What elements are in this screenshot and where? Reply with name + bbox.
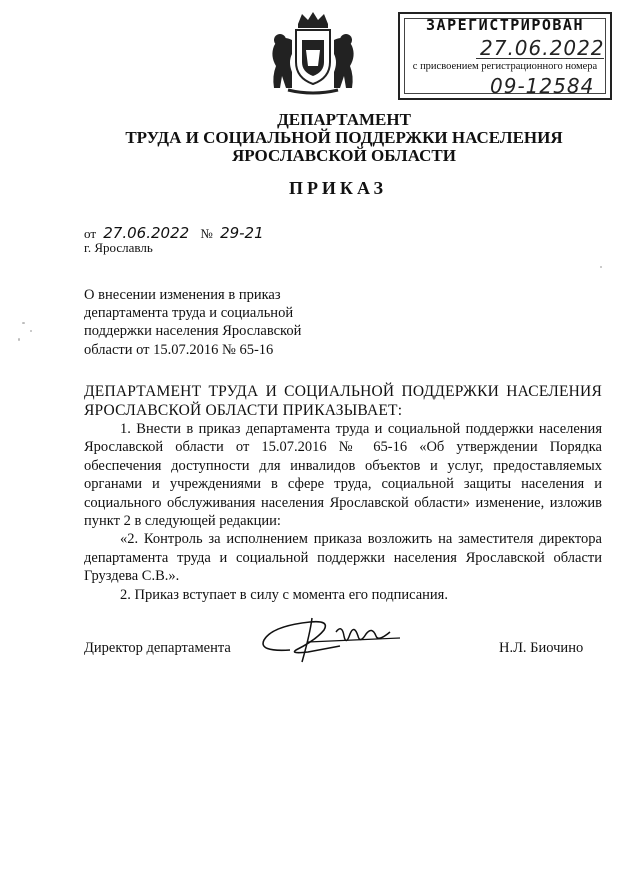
coat-of-arms-emblem — [258, 10, 368, 96]
subject-line: области от 15.07.2016 № 65-16 — [84, 341, 274, 358]
registration-stamp — [398, 12, 612, 100]
subject-line: О внесении изменения в приказ — [84, 287, 281, 303]
order-city: г. Ярославль — [84, 240, 153, 255]
scan-speck — [22, 322, 25, 324]
order-title: ПРИКАЗ — [288, 178, 388, 198]
stamp-title: ЗАРЕГИСТРИРОВАН — [426, 16, 584, 34]
subject-line: поддержки населения Ярославской — [84, 323, 302, 340]
order-date: 27.06.2022 — [103, 224, 190, 242]
subject-line: департамента труда и социальной — [84, 305, 294, 322]
order-preamble: ДЕПАРТАМЕНТ ТРУДА И СОЦИАЛЬНОЙ ПОДДЕРЖКИ НАСЕЛЕНИЯ ЯРОСЛАВСКОЙ ОБЛАСТИ ПРИКАЗЫВАЕТ: — [84, 383, 602, 419]
scan-speck — [600, 266, 602, 268]
department-title-line3: ЯРОСЛАВСКОЙ ОБЛАСТИ — [232, 146, 456, 165]
scan-speck — [18, 338, 20, 341]
order-body — [84, 382, 602, 604]
scan-speck — [30, 330, 32, 332]
number-prefix: № — [200, 226, 213, 241]
order-item-1-quote: «2. Контроль за исполнением приказа возложить на заместителя директора департамента труда и социальной поддержки населения Ярославской области Груздева С.В.». — [84, 531, 602, 585]
order-number: 29-21 — [220, 224, 264, 242]
stamp-registration-number: 09-12584 — [490, 74, 595, 98]
signatory-name: Н.Л. Биочино — [499, 640, 584, 656]
order-subject — [84, 286, 334, 359]
order-item-1: 1. Внести в приказ департамента труда и социальной поддержки населения Ярославской области от 15.07.2016 № 65-16 «Об утверждении Порядка обеспечения доступности для инвалидов объектов и услуг, предоставляемых органами и учреждениями в сфере труда, социальной защиты населения и социального обслуживания населения Ярославской области» изменение, изложив пункт 2 в следующей редакции: — [84, 421, 602, 530]
department-title-line1: ДЕПАРТАМЕНТ — [277, 110, 411, 129]
order-item-2: 2. Приказ вступает в силу с момента его подписания. — [120, 586, 448, 603]
handwritten-signature — [250, 610, 410, 666]
signatory-role: Директор департамента — [84, 640, 231, 656]
date-prefix: от — [84, 226, 97, 241]
stamp-caption: с присвоением регистрационного номера — [412, 61, 598, 72]
stamp-date: 27.06.2022 — [480, 36, 605, 60]
department-title-line2: ТРУДА И СОЦИАЛЬНОЙ ПОДДЕРЖКИ НАСЕЛЕНИЯ — [125, 128, 563, 147]
